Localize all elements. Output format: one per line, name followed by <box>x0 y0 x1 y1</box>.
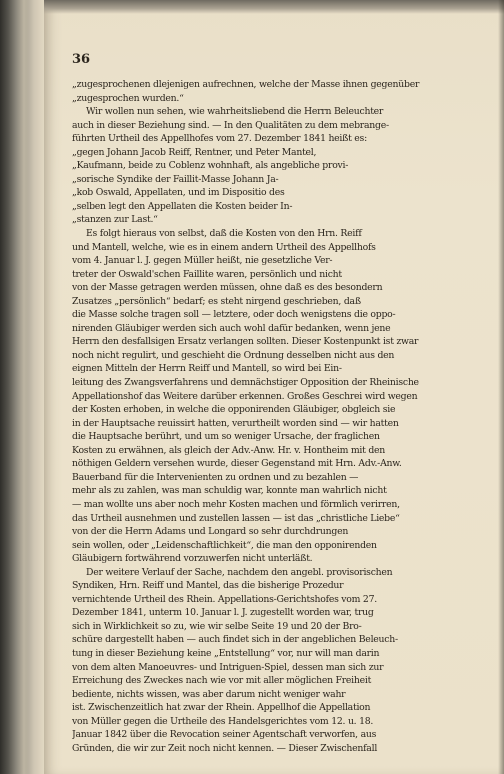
text-line: von der Masse getragen werden müssen, ohne daß es des besondern <box>72 282 383 294</box>
text-line: führten Urtheil des Appellhofes vom 27. Dezember 1841 heißt es: <box>72 133 367 145</box>
text-line: von der die Herrn Adams und Longard so sehr durchdrungen <box>72 526 349 538</box>
text-line: Januar 1842 über die Revocation seiner Agentschaft verworfen, aus <box>72 729 377 741</box>
text-line: die Masse solche tragen soll — letztere, oder doch wenigstens die oppo- <box>72 309 396 321</box>
page-number: 36 <box>72 52 91 67</box>
text-line: Bauerband für die Intervenienten zu ordnen und zu bezahlen — <box>72 471 359 483</box>
text-line: „selben legt den Appellaten die Kosten beider In- <box>72 200 293 212</box>
text-line: Gründen, die wir zur Zeit noch nicht kennen. — Dieser Zwischenfall <box>72 742 378 754</box>
text-line: vernichtende Urtheil des Rhein. Appellations-Gerichtshofes vom 27. <box>72 593 377 605</box>
text-line: treter der Oswald'schen Faillite waren, persönlich und nicht <box>72 268 342 280</box>
text-line: nöthigen Geldern versehen wurde, dieser Gegenstand mit Hrn. Adv.-Anw. <box>72 458 402 470</box>
text-line: bediente, nichts wissen, was aber darum nicht weniger wahr <box>72 688 346 700</box>
text-line: Der weitere Verlauf der Sache, nachdem den angebl. provisorischen <box>86 566 393 578</box>
text-line: auch in dieser Beziehung sind. — In den Qualitäten zu dem mebrange- <box>72 119 389 131</box>
text-line: Es folgt hieraus von selbst, daß die Kosten von den Hrn. Reiff <box>86 228 362 240</box>
text-line: Erreichung des Zweckes nach wie vor mit aller möglichen Freiheit <box>72 675 372 687</box>
text-line: noch nicht regulirt, und geschieht die Ordnung desselben nicht aus den <box>72 349 395 361</box>
text-line: „gegen Johann Jacob Reiff, Rentner, und Peter Mantel, <box>72 146 317 158</box>
text-line: das Urtheil ausnehmen und zustellen lassen — ist das „christliche Liebe“ <box>72 512 400 524</box>
text-line: „zugesprochenen dlejenigen aufrechnen, welche der Masse ihnen gegenüber <box>72 79 420 90</box>
text-line: der Kosten erhoben, in welche die opponirenden Gläubiger, obgleich sie <box>72 404 396 416</box>
page-top-shadow <box>44 0 504 14</box>
text-line: Wir wollen nun sehen, wie wahrheitsliebend die Herrn Beleuchter <box>86 106 384 118</box>
text-line: und Mantell, welche, wie es in einem andern Urtheil des Appellhofs <box>72 241 376 253</box>
text-line: „stanzen zur Last.“ <box>72 214 158 226</box>
text-line: Herrn den desfallsigen Ersatz verlangen sollten. Dieser Kostenpunkt ist zwar <box>72 336 419 348</box>
book-spine <box>0 0 30 774</box>
text-line: „sorische Syndike der Faillit-Masse Johann Ja- <box>72 173 279 185</box>
text-line: Kosten zu erwähnen, als gleich der Adv.-Anw. Hr. v. Hontheim mit den <box>72 444 386 456</box>
text-line: vom 4. Januar l. J. gegen Müller heißt, nie gesetzliche Ver- <box>72 255 333 267</box>
text-line: in der Hauptsache reuissirt hatten, verurtheilt worden sind — wir hatten <box>72 417 399 429</box>
text-line: leitung des Zwangsverfahrens und demnächstiger Opposition der Rheinische <box>72 377 419 389</box>
text-line: schüre dargestellt haben — auch findet sich in der angeblichen Beleuch- <box>72 634 398 646</box>
text-line: sein wollen, oder „Leidenschaftlichkeit“, die man den opponirenden <box>72 539 377 551</box>
text-line: „kob Oswald, Appellaten, und im Dispositio des <box>72 187 285 199</box>
text-line: Appellationshof das Weitere darüber erkennen. Großes Geschrei wird wegen <box>72 390 418 402</box>
text-line: „zugesprochen wurden.“ <box>72 92 184 104</box>
text-line: „Kaufmann, beide zu Coblenz wohnhaft, als angebliche provi- <box>72 160 349 172</box>
text-line: eignen Mitteln der Herrn Reiff und Mantell, so wird bei Ein- <box>72 363 342 375</box>
text-line: — man wollte uns aber noch mehr Kosten machen und förmlich verirren, <box>72 498 400 510</box>
page-right-edge <box>498 0 504 774</box>
text-line: Syndiken, Hrn. Reiff und Mantel, das die bisherige Prozedur <box>72 580 344 592</box>
text-line: sich in Wirklichkeit so zu, wie wir selbe Seite 19 und 20 der Bro- <box>72 620 362 632</box>
text-line: tung in dieser Beziehung keine „Entstellung“ vor, nur will man darin <box>72 647 380 659</box>
text-line: von dem alten Manoeuvres- und Intriguen-Spiel, dessen man sich zur <box>72 661 384 673</box>
text-line: ist. Zwischenzeitlich hat zwar der Rhein. Appellhof die Appellation <box>72 702 371 714</box>
text-line: mehr als zu zahlen, was man schuldig war, konnte man wahrlich nicht <box>72 485 387 497</box>
text-line: Zusatzes „persönlich“ bedarf; es steht nirgend geschrieben, daß <box>72 295 361 307</box>
text-line: nirenden Gläubiger werden sich auch wohl dafür bedanken, wenn jene <box>72 322 391 334</box>
text-line: Dezember 1841, unterm 10. Januar l. J. zugestellt worden war, trug <box>72 607 374 619</box>
text-line: die Hauptsache berührt, und um so weniger Ursache, der fraglichen <box>72 431 380 443</box>
text-line: von Müller gegen die Urtheile des Handelsgerichtes vom 12. u. 18. <box>72 715 374 727</box>
text-line: Gläubigern fortwährend vorzuwerfen nicht unterläßt. <box>72 553 313 565</box>
body-text <box>72 78 490 755</box>
